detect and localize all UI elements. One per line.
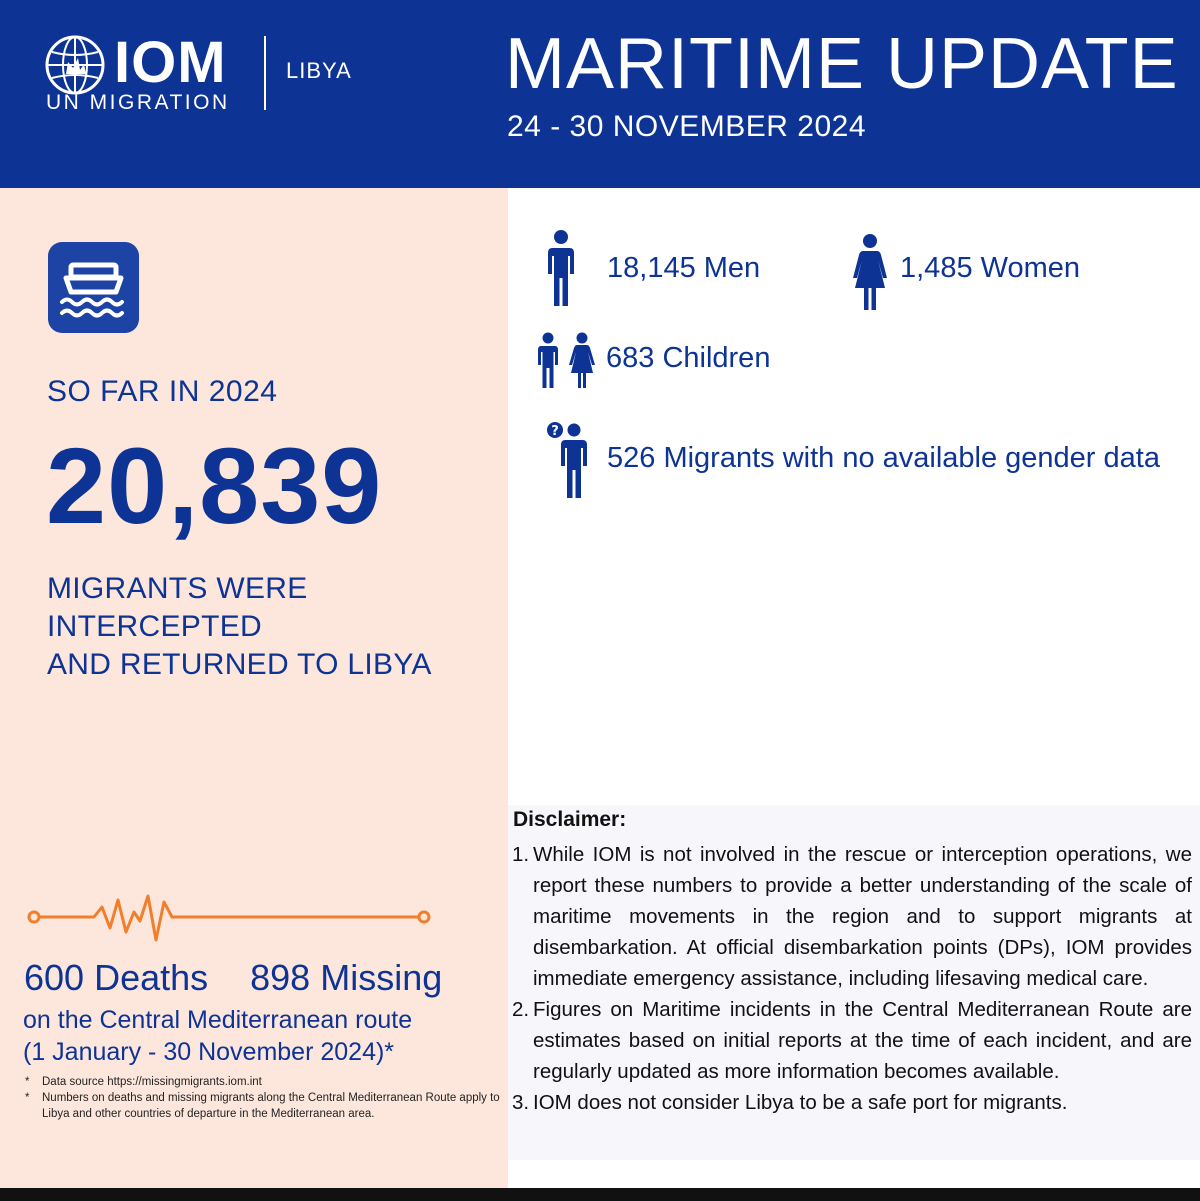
globe-icon: [44, 34, 106, 96]
iom-logo: [44, 30, 364, 124]
route-line-1: on the Central Mediterranean route: [23, 1006, 413, 1034]
women-count: 1,485 Women: [900, 252, 1081, 284]
disclaimer: [508, 805, 1200, 1160]
boat-icon: [48, 242, 139, 333]
list-item: 3. IOM does not consider Libya to be a safe port for migrants.: [512, 1091, 1068, 1114]
woman-icon: [852, 234, 888, 312]
bottom-bar: [0, 1188, 1200, 1201]
date-range: 24 - 30 NOVEMBER 2024: [507, 110, 867, 143]
footnote-text: Data source https://missingmigrants.iom.int: [42, 1076, 262, 1088]
route-line-2: (1 January - 30 November 2024)*: [23, 1038, 395, 1066]
footnote-text: Numbers on deaths and missing migrants along the Central Mediterranean Route apply to Libya and other countries of departure in the Mediterranean area.: [42, 1092, 500, 1120]
casualty-figures: [24, 956, 442, 1000]
gender-breakdown: [508, 188, 1200, 808]
so-far-label: SO FAR IN 2024: [47, 375, 278, 408]
disclaimer-list: [512, 839, 1192, 1118]
caption-line-1: MIGRANTS WERE INTERCEPTED: [47, 572, 308, 643]
logo-wordmark: IOM: [114, 30, 227, 95]
footnote: * Numbers on deaths and missing migrants along the Central Mediterranean Route apply to Libya and other countries of departure in the Mediterranean area.: [25, 1092, 500, 1120]
man-icon: [546, 230, 576, 308]
unknown-gender-icon: [546, 420, 596, 500]
summary-panel: [0, 188, 508, 1188]
logo-country: LIBYA: [286, 58, 352, 83]
list-item-text: Figures on Maritime incidents in the Central Mediterranean Route are estimates based on initial reports at the time of each incident, and are regularly updated as more information becomes available.: [533, 998, 1192, 1083]
list-item-text: While IOM is not involved in the rescue or interception operations, we report these numbers to provide a better understanding of the scale of maritime movements in the region and to support migrants at disembarkation. At official disembarkation points (DPs), IOM provides immediate emergency assistance, including lifesaving medical care.: [533, 843, 1192, 990]
intercepted-caption: [47, 570, 507, 684]
disclaimer-title: Disclaimer:: [513, 808, 627, 831]
caption-line-2: AND RETURNED TO LIBYA: [47, 648, 432, 681]
route-caption: [23, 1004, 412, 1068]
unknown-gender-count: 526 Migrants with no available gender data: [607, 442, 1160, 474]
heartbeat-icon: [26, 888, 436, 948]
svg-text:?: ?: [551, 424, 559, 439]
page-title: MARITIME UPDATE: [505, 24, 1179, 104]
deaths-count: 600 Deaths: [24, 957, 209, 998]
header-banner: [0, 0, 1200, 188]
footnote: * Data source https://missingmigrants.iom.int: [25, 1076, 262, 1088]
list-item: 1. While IOM is not involved in the rescue or interception operations, we report these numbers to provide a better understanding of the scale of maritime movements in the region and to support migrants at disembarkation. At official disembarkation points (DPs), IOM provides immediate emergency assistance, including lifesaving medical care.: [512, 843, 1192, 990]
logo-divider: [264, 36, 266, 110]
logo-subtitle: UN MIGRATION: [46, 91, 230, 114]
list-item-text: IOM does not consider Libya to be a safe port for migrants.: [533, 1091, 1068, 1114]
men-count: 18,145 Men: [607, 252, 761, 284]
missing-count: 898 Missing: [250, 957, 443, 998]
total-intercepted: 20,839: [46, 425, 383, 546]
children-icon: [534, 332, 598, 390]
children-count: 683 Children: [606, 342, 771, 374]
footnotes: [22, 1074, 502, 1122]
list-item: 2. Figures on Maritime incidents in the Central Mediterranean Route are estimates based on initial reports at the time of each incident, and are regularly updated as more information becomes available.: [512, 998, 1192, 1083]
